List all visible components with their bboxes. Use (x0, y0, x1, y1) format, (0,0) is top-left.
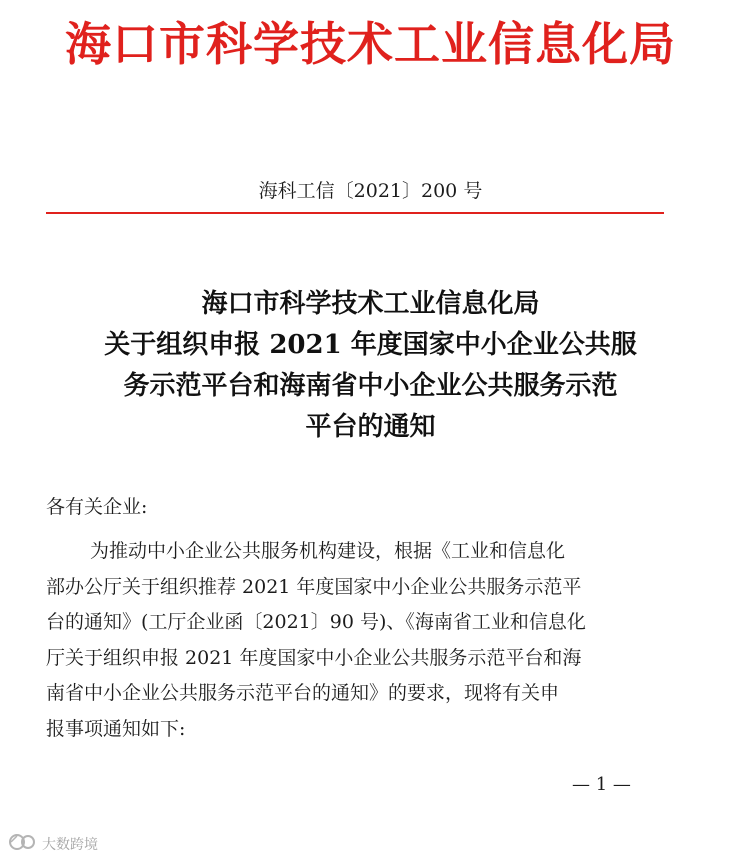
salutation: 各有关企业: (46, 496, 148, 518)
watermark (8, 833, 98, 855)
page-number: — 1 — (572, 774, 631, 795)
title-line: 务示范平台和海南省中小企业公共服务示范 (123, 371, 618, 401)
title-line: 平台的通知 (305, 412, 436, 442)
watermark-text: 大数跨境 (42, 837, 98, 853)
masthead-title: 海口市科学技术工业信息化局 (65, 17, 676, 71)
title-line: 海口市科学技术工业信息化局 (201, 289, 540, 319)
body-paragraph (46, 534, 666, 747)
body-line: 报事项通知如下: (46, 717, 186, 740)
document-title (0, 284, 741, 448)
watermark-logo-icon (8, 833, 38, 855)
title-line: 关于组织申报 2021 年度国家中小企业公共服 (104, 330, 637, 360)
body-line: 南省中小企业公共服务示范平台的通知》的要求，现将有关申 (46, 682, 560, 704)
red-divider-line (46, 212, 664, 214)
body-line: 台的通知》(工厅企业函〔2021〕90 号)、《海南省工业和信息化 (46, 611, 586, 633)
body-line: 厅关于组织申报 2021 年度国家中小企业公共服务示范平台和海 (46, 646, 582, 669)
body-line: 部办公厅关于组织推荐 2021 年度国家中小企业公共服务示范平 (46, 575, 582, 598)
document-number: 海科工信〔2021〕200 号 (258, 180, 483, 202)
body-line: 为推动中小企业公共服务机构建设，根据《工业和信息化 (90, 540, 566, 562)
